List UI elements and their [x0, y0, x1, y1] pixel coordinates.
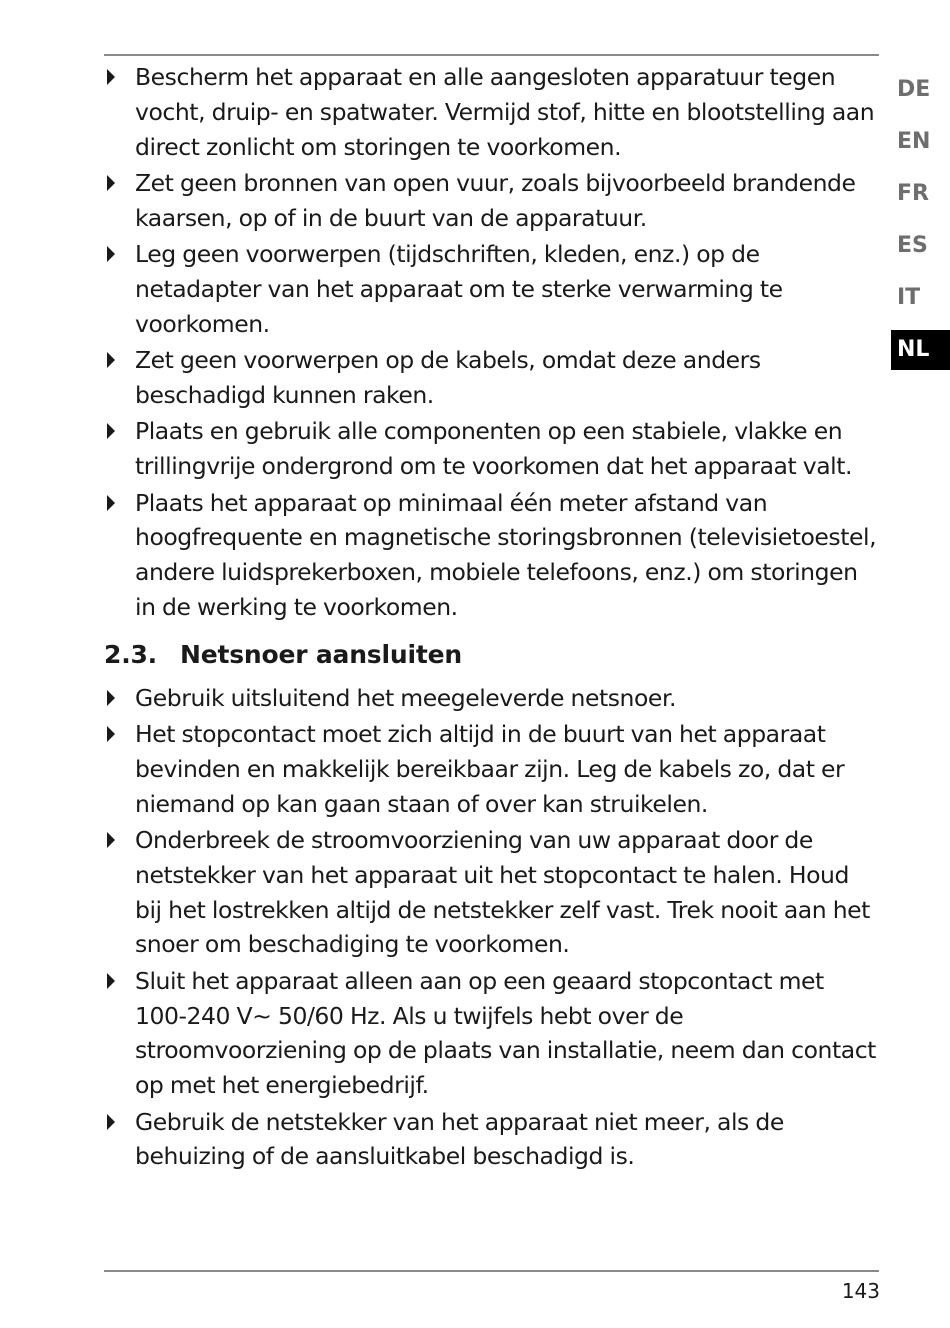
- language-tab-it[interactable]: IT: [897, 285, 921, 310]
- list-item: [104, 1105, 879, 1175]
- list-item-text: Gebruik de netstekker van het apparaat niet meer, als de behuizing of de aansluitkabel beschadigd is.: [135, 1107, 784, 1171]
- safety-list: [104, 60, 879, 625]
- list-item-text: Het stopcontact moet zich altijd in de buurt van het apparaat bevinden en makkelijk bereikbaar zijn. Leg de kabels zo, dat er niemand op kan gaan staan of over kan struikelen.: [135, 720, 845, 818]
- language-tab-nl[interactable]: NL: [891, 330, 950, 370]
- list-item: [104, 823, 879, 962]
- list-item: [104, 964, 879, 1103]
- page-content: [104, 60, 879, 1176]
- list-item-text: Leg geen voorwerpen (tijdschriften, kleden, enz.) op de netadapter van het apparaat om te sterke verwarming te voorkomen.: [135, 240, 783, 338]
- arrow-bullet-icon: [107, 832, 115, 848]
- arrow-bullet-icon: [107, 423, 115, 439]
- list-item-text: Zet geen bronnen van open vuur, zoals bijvoorbeeld brandende kaarsen, op of in de buurt van de apparatuur.: [135, 168, 856, 232]
- bottom-rule: [104, 1270, 879, 1272]
- list-item: [104, 486, 879, 625]
- arrow-bullet-icon: [107, 973, 115, 989]
- language-tab-es[interactable]: ES: [897, 233, 928, 258]
- section-heading: [104, 638, 879, 672]
- language-tab-en[interactable]: EN: [897, 129, 931, 154]
- section-number: 2.3.: [104, 639, 157, 669]
- arrow-bullet-icon: [107, 495, 115, 511]
- list-item: [104, 166, 879, 236]
- list-item-text: Gebruik uitsluitend het meegeleverde netsnoer.: [135, 683, 677, 712]
- arrow-bullet-icon: [107, 726, 115, 742]
- language-tab-fr[interactable]: FR: [897, 181, 929, 206]
- language-tabs: [891, 70, 950, 382]
- list-item-text: Onderbreek de stroomvoorziening van uw apparaat door de netstekker van het apparaat uit het stopcontact te halen. Houd bij het lostrekken altijd de netstekker zelf vast. Trek nooit aan het snoer om beschadiging te voorkomen.: [135, 826, 870, 959]
- arrow-bullet-icon: [107, 1114, 115, 1130]
- arrow-bullet-icon: [107, 69, 115, 85]
- arrow-bullet-icon: [107, 352, 115, 368]
- list-item-text: Bescherm het apparaat en alle aangesloten apparatuur tegen vocht, druip- en spatwater. Vermijd stof, hitte en blootstelling aan direct zonlicht om storingen te voorkomen.: [135, 63, 875, 161]
- power-cord-list: [104, 681, 879, 1175]
- list-item: [104, 681, 879, 716]
- top-rule: [104, 54, 879, 56]
- list-item: [104, 717, 879, 821]
- arrow-bullet-icon: [107, 690, 115, 706]
- list-item: [104, 237, 879, 341]
- arrow-bullet-icon: [107, 175, 115, 191]
- list-item-text: Plaats het apparaat op minimaal één meter afstand van hoogfrequente en magnetische storingsbronnen (televisietoestel, andere luidsprekerboxen, mobiele telefoons, enz.) om storingen in de werking te voorkomen.: [135, 488, 877, 621]
- list-item: [104, 414, 879, 484]
- list-item-text: Sluit het apparaat alleen aan op een geaard stopcontact met 100-240 V~ 50/60 Hz. Als u twijfels hebt over de stroomvoorziening op de plaats van installatie, neem dan contact op met het energiebedrijf.: [135, 966, 876, 1100]
- list-item: [104, 60, 879, 164]
- page-number: 143: [841, 1279, 880, 1303]
- list-item: [104, 343, 879, 413]
- arrow-bullet-icon: [107, 246, 115, 262]
- section-title: Netsnoer aansluiten: [180, 639, 462, 669]
- list-item-text: Zet geen voorwerpen op de kabels, omdat deze anders beschadigd kunnen raken.: [135, 346, 761, 409]
- list-item-text: Plaats en gebruik alle componenten op een stabiele, vlakke en trillingvrije ondergrond om te voorkomen dat het apparaat valt.: [135, 417, 853, 481]
- language-tab-de[interactable]: DE: [897, 77, 931, 102]
